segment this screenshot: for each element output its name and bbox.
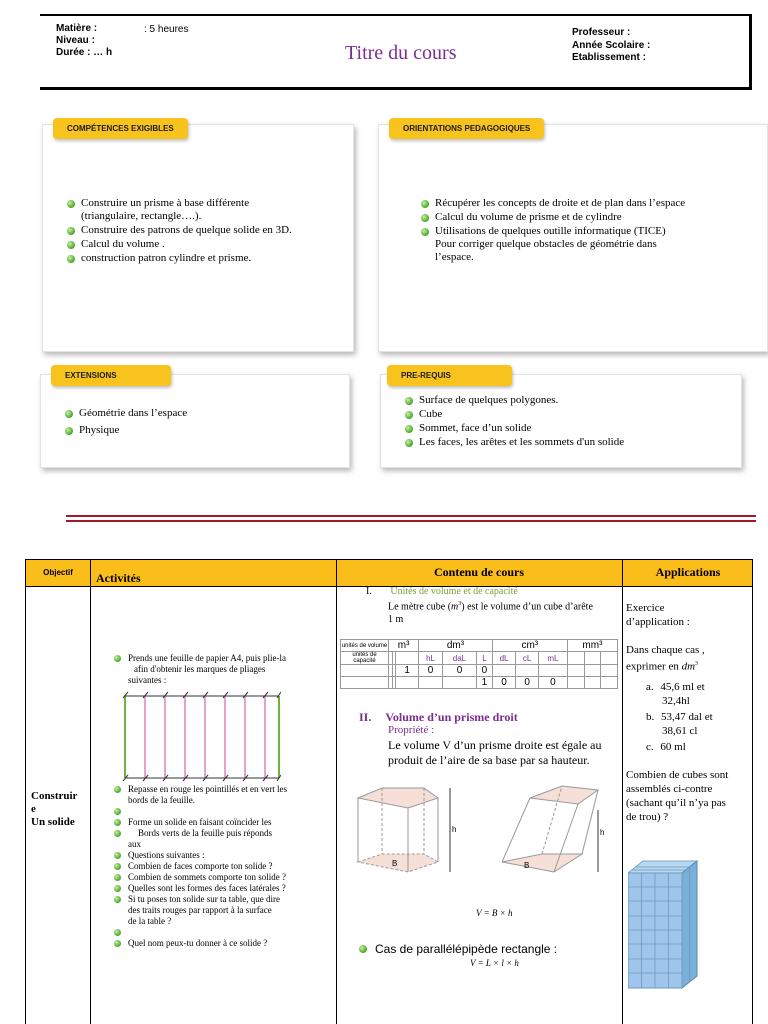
bullet-icon: [114, 786, 121, 793]
etablissement-label: Etablissement :: [572, 52, 646, 63]
bullet-icon: [67, 200, 75, 208]
exercise-item: a. 45,6 ml et 32,4hl: [646, 680, 705, 707]
list-item: Quel nom peux-tu donner à ce solide ?: [112, 938, 334, 949]
list-item: Bords verts de la feuille puis réponds aux: [112, 828, 334, 850]
bullet-icon: [405, 425, 413, 433]
bullet-icon: [65, 410, 73, 418]
exercise-item: c. 60 ml: [646, 740, 686, 753]
base-label: B: [392, 859, 398, 868]
base-label: B: [524, 861, 530, 870]
bullet-icon: [421, 200, 429, 208]
section-unites-text: Le mètre cube $(m^3)$ est le volume d’un cube d’arête 1 m: [388, 601, 593, 626]
height-label: h: [452, 825, 457, 834]
list-item: Physique: [63, 424, 187, 437]
orientations-tag: ORIENTATIONS PEDAGOGIQUES: [389, 118, 544, 139]
competences-box: [42, 124, 354, 352]
bullet-icon: [405, 411, 413, 419]
competences-tag: COMPÉTENCES EXIGIBLES: [53, 118, 188, 139]
list-item: Calcul du volume de prisme et de cylindre: [419, 211, 764, 224]
activities-list-top: [112, 653, 332, 686]
property-label: Propriété :: [388, 724, 435, 736]
prerequis-box: [380, 374, 742, 468]
bullet-icon: [114, 819, 121, 826]
bullet-icon: [421, 228, 429, 236]
list-item: Construire des patrons de quelque solide en 3D.: [65, 224, 350, 237]
objectif-cell: Construir e Un solide: [31, 790, 78, 828]
bullet-icon: [114, 929, 121, 936]
list-item: [112, 806, 334, 817]
paper-fold-figure: [121, 688, 281, 784]
separator-line: [66, 515, 756, 517]
section-unites-title: Unités de volume et de capacité: [390, 586, 518, 597]
section-unites: I. Unités de volume et de capacité: [366, 586, 518, 597]
annee-label: Année Scolaire :: [572, 40, 651, 51]
page-title: Titre du cours: [345, 42, 457, 64]
activities-list-bottom: [112, 784, 334, 949]
exercise-item: b. 53,47 dal et 38,61 cl: [646, 710, 713, 737]
list-item: Récupérer les concepts de droite et de plan dans l’espace: [419, 197, 764, 210]
bullet-icon: [114, 896, 121, 903]
prerequis-tag: PRE-REQUIS: [387, 365, 512, 386]
column-divider: [90, 560, 91, 1024]
bullet-icon: [67, 227, 75, 235]
list-item: Calcul du volume .: [65, 238, 350, 251]
bullet-icon: [405, 439, 413, 447]
column-divider: [622, 560, 623, 1024]
header-contenu: Contenu de cours: [433, 565, 524, 579]
cube-stack-figure: [628, 858, 698, 993]
applications-cell: Exercice d’application : Dans chaque cas , exprimer en $dm^3$ a. 45,6 ml et 32,4hl b. 53,47 dal et 38,61 cl c. 60 ml Combien de cubes sont assemblés ci-contre (sachant qu’il n’ya pas de trou) ?: [626, 601, 752, 824]
bullet-icon: [114, 940, 121, 947]
header-applications: Applications: [655, 565, 721, 579]
header-objectif: Objectif: [43, 568, 73, 577]
extensions-box: [40, 374, 350, 468]
list-item: Construire un prisme à base différente (triangulaire, rectangle….).: [65, 197, 350, 223]
list-item: Utilisations de quelques outille informatique (TICE) Pour corriger quelque obstacles de géométrie dans l’espace.: [419, 225, 764, 264]
list-item: Géométrie dans l’espace: [63, 407, 187, 420]
extensions-tag: EXTENSIONS: [51, 365, 171, 386]
volume-formula: V = B × h: [476, 908, 513, 918]
bullet-icon: [65, 427, 73, 435]
list-item: [112, 927, 334, 938]
list-item: Quelles sont les formes des faces latérales ?: [112, 883, 334, 894]
niveau-label: Niveau :: [56, 35, 95, 46]
list-item: Les faces, les arêtes et les sommets d'un solide: [403, 436, 624, 449]
bullet-icon: [67, 241, 75, 249]
list-item: Forme un solide en faisant coïncider les: [112, 817, 334, 828]
header-activites: Activités: [96, 571, 141, 585]
units-table: unités de volume m³ dm³ cm³ mm³ unités de capacité hL daL L dL cL mL 1 0 0 0 1 0 0 0: [340, 639, 618, 689]
section-prisme-title: II. Volume d’un prisme droit: [359, 710, 518, 724]
list-item: Sommet, face d’un solide: [403, 422, 624, 435]
duration-value: : 5 heures: [144, 24, 189, 35]
list-item: Combien de sommets comporte ton solide ?: [112, 872, 334, 883]
height-label: h: [600, 828, 605, 837]
bullet-icon: [67, 255, 75, 263]
bullet-icon: [114, 830, 121, 837]
bullet-icon: [114, 885, 121, 892]
duree-label: Durée : … h: [56, 47, 113, 58]
list-item: Prends une feuille de papier A4, puis plie-la afin d'obtenir les marques de pliages suivantes :: [112, 653, 332, 686]
bullet-icon: [421, 214, 429, 222]
list-item: Combien de faces comporte ton solide ?: [112, 861, 334, 872]
separator-line: [66, 520, 756, 522]
prism-figures: [352, 780, 612, 890]
lesson-table: [25, 559, 753, 1024]
list-item: Repasse en rouge les pointillés et en vert les bords de la feuille.: [112, 784, 334, 806]
bullet-icon: [114, 863, 121, 870]
bullet-icon: [359, 945, 367, 953]
property-text: Le volume V d’un prisme droite est égale au produit de l’aire de sa base par sa hauteur.: [388, 738, 602, 767]
list-item: construction patron cylindre et prisme.: [65, 252, 350, 265]
list-item: Cube: [403, 408, 624, 421]
parallelepiped-heading: Cas de parallélépipède rectangle :: [359, 942, 557, 956]
bullet-icon: [114, 655, 121, 662]
bullet-icon: [405, 397, 413, 405]
bullet-icon: [114, 808, 121, 815]
list-item: Si tu poses ton solide sur ta table, que dire des traits rouges par rapport à la surface de la table ?: [112, 894, 334, 927]
bullet-icon: [114, 852, 121, 859]
column-divider: [336, 560, 337, 1024]
matiere-label: Matière :: [56, 23, 98, 34]
parallelepiped-formula: V = L × l × h: [470, 958, 519, 968]
orientations-box: [378, 124, 768, 352]
list-item: Questions suivantes :: [112, 850, 334, 861]
professeur-label: Professeur :: [572, 27, 631, 38]
list-item: Surface de quelques polygones.: [403, 394, 624, 407]
bullet-icon: [114, 874, 121, 881]
